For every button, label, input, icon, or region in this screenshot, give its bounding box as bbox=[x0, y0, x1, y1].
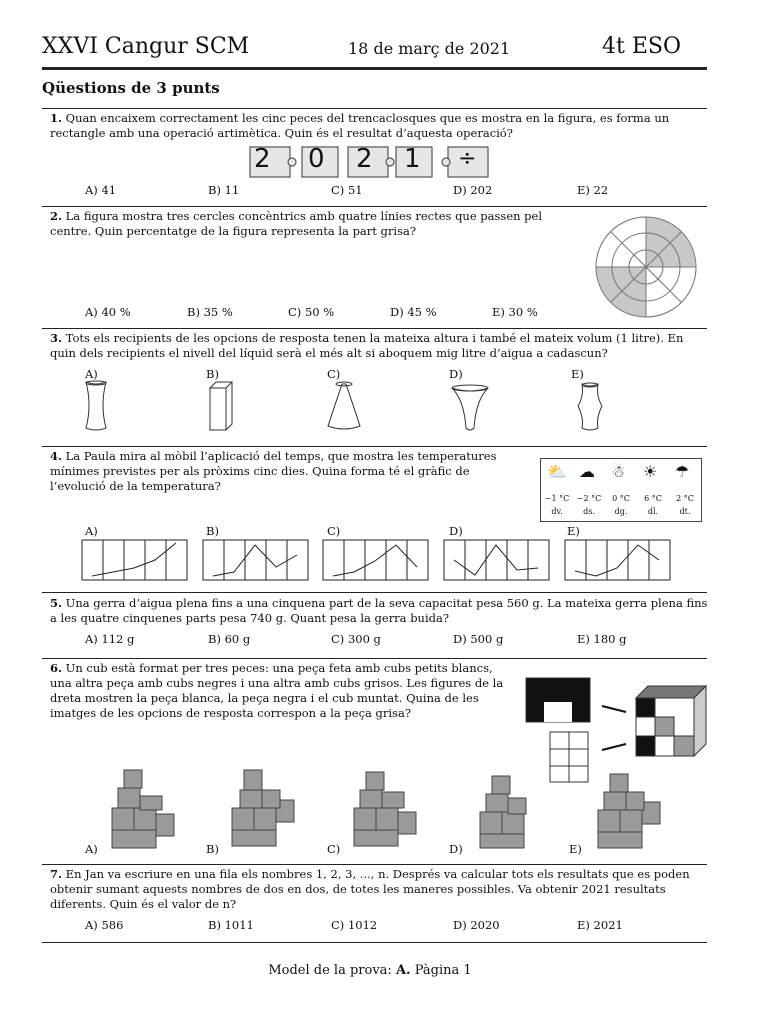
weather-daylabel: dl. bbox=[647, 507, 659, 516]
answer-option[interactable]: D) 500 g bbox=[453, 632, 504, 646]
answer-option[interactable]: B) 35 % bbox=[187, 305, 233, 319]
option-label[interactable]: B) bbox=[206, 524, 219, 538]
option-label[interactable]: C) bbox=[327, 367, 341, 381]
answer-option[interactable]: D) 2020 bbox=[453, 918, 500, 932]
weather-daylabel: dg. bbox=[614, 507, 628, 516]
question-7 bbox=[50, 867, 708, 912]
option-label[interactable]: A) bbox=[85, 842, 98, 856]
weather-temp: 2 °C bbox=[676, 494, 694, 503]
weather-temp: 0 °C bbox=[612, 494, 630, 503]
option-label[interactable]: D) bbox=[449, 524, 463, 538]
answer-option[interactable]: A) 41 bbox=[85, 183, 117, 197]
option-label[interactable]: A) bbox=[85, 524, 98, 538]
answer-option[interactable]: E) 22 bbox=[577, 183, 609, 197]
rain-cloud-icon: ☂ bbox=[675, 462, 690, 481]
puzzle-glyph: ÷ bbox=[458, 146, 477, 171]
answer-option[interactable]: B) 60 g bbox=[208, 632, 251, 646]
gray-piece-b bbox=[232, 770, 294, 846]
option-label[interactable]: D) bbox=[449, 842, 463, 856]
option-label[interactable]: E) bbox=[567, 524, 580, 538]
gray-piece-a bbox=[112, 770, 174, 848]
answer-option[interactable]: D) 45 % bbox=[390, 305, 437, 319]
puzzle-glyph: 2 bbox=[356, 144, 373, 174]
sun-icon: ☀ bbox=[643, 462, 658, 481]
exam-title: XXVI Cangur SCM bbox=[42, 34, 250, 59]
option-label[interactable]: A) bbox=[85, 367, 98, 381]
weather-daylabel: ds. bbox=[583, 507, 595, 516]
question-text: Quan encaixem correctament les cinc peces del trencaclosques que es mostra en la figura, es forma un rectangle amb una operació artimètica. Quin és el resultat d’aquesta operació? bbox=[50, 111, 670, 140]
option-label[interactable]: C) bbox=[327, 842, 341, 856]
question-number: 5. bbox=[50, 596, 63, 610]
exam-level: 4t ESO bbox=[602, 34, 681, 59]
answer-option[interactable]: E) 30 % bbox=[492, 305, 538, 319]
puzzle-glyph: 1 bbox=[404, 144, 421, 174]
question-number: 3. bbox=[50, 331, 63, 345]
footer-model: A. bbox=[395, 963, 411, 978]
divider bbox=[42, 942, 707, 943]
question-text: Un cub està format per tres peces: una peça feta amb cubs petits blancs, una altra peça amb cubs negres i una altra amb cubs grisos. Les figures de la dreta mostren la peça blanca, la peça negra i el cub muntat. Quina de les imatges de les opcions de resposta correspon a la peça grisa? bbox=[50, 661, 504, 720]
gray-piece-e bbox=[598, 774, 660, 848]
exam-date: 18 de març de 2021 bbox=[348, 39, 511, 58]
answer-option[interactable]: C) 50 % bbox=[288, 305, 335, 319]
answer-option[interactable]: A) 112 g bbox=[85, 632, 135, 646]
answer-option[interactable]: C) 1012 bbox=[331, 918, 378, 932]
cloud-icon: ☁ bbox=[579, 462, 595, 481]
answer-option[interactable]: C) 51 bbox=[331, 183, 363, 197]
divider bbox=[42, 864, 707, 865]
answer-option[interactable]: D) 202 bbox=[453, 183, 493, 197]
weather-temp: −2 °C bbox=[576, 494, 602, 503]
answer-option[interactable]: C) 300 g bbox=[331, 632, 381, 646]
option-label[interactable]: D) bbox=[449, 367, 463, 381]
footer-page: Pàgina 1 bbox=[414, 963, 472, 978]
question-number: 4. bbox=[50, 449, 63, 463]
option-label[interactable]: C) bbox=[327, 524, 341, 538]
weather-daylabel: dt. bbox=[679, 507, 691, 516]
page-footer bbox=[0, 963, 740, 978]
answer-option[interactable]: A) 40 % bbox=[85, 305, 131, 319]
answer-option[interactable]: E) 2021 bbox=[577, 918, 623, 932]
sun-cloud-icon: ⛅ bbox=[547, 462, 567, 481]
question-text: La figura mostra tres cercles concèntrics amb quatre línies rectes que passen pel centre. Quin percentatge de la figura representa la part grisa? bbox=[50, 209, 543, 238]
question-text: La Paula mira al mòbil l’aplicació del temps, que mostra les temperatures mínimes previstes per als pròxims cinc dies. Quina forma té el gràfic de l’evolució de la temperatura? bbox=[50, 449, 497, 493]
option-label[interactable]: B) bbox=[206, 367, 219, 381]
footer-prefix: Model de la prova: bbox=[268, 963, 392, 978]
question-text: Tots els recipients de les opcions de resposta tenen la mateixa altura i també el mateix volum (1 litre). En quin dels recipients el nivell del líquid serà el més alt si aboquem mig litre d’aigua a cadascun? bbox=[50, 331, 684, 360]
question-number: 2. bbox=[50, 209, 63, 223]
question-number: 6. bbox=[50, 661, 63, 675]
answer-option[interactable]: B) 11 bbox=[208, 183, 240, 197]
question-text: En Jan va escriure en una fila els nombres 1, 2, 3, ..., n. Després va calcular tots els resultats que es poden obtenir sumant aquests nombres de dos en dos, de totes les maneres possibles. Va obtenir 2021 resultats diferents. Quin és el valor de n? bbox=[50, 867, 690, 911]
gray-piece-d bbox=[480, 776, 526, 848]
option-label[interactable]: B) bbox=[206, 842, 219, 856]
snow-cloud-icon: ☃ bbox=[611, 462, 626, 481]
puzzle-glyph: 0 bbox=[308, 144, 325, 174]
weather-temp: 6 °C bbox=[644, 494, 662, 503]
weather-temp: −1 °C bbox=[544, 494, 570, 503]
question-number: 7. bbox=[50, 867, 63, 881]
option-label[interactable]: E) bbox=[569, 842, 582, 856]
weather-daylabel: dv. bbox=[551, 507, 563, 516]
question-number: 1. bbox=[50, 111, 63, 125]
answer-option[interactable]: B) 1011 bbox=[208, 918, 254, 932]
section-title: Qüestions de 3 punts bbox=[42, 79, 220, 97]
answer-option[interactable]: E) 180 g bbox=[577, 632, 627, 646]
option-label[interactable]: E) bbox=[571, 367, 584, 381]
gray-piece-c bbox=[354, 772, 416, 846]
question-text: Una gerra d’aigua plena fins a una cinquena part de la seva capacitat pesa 560 g. La mateixa gerra plena fins a les quatre cinquenes parts pesa 740 g. Quant pesa la gerra buida? bbox=[50, 596, 708, 625]
puzzle-glyph: 2 bbox=[254, 144, 271, 174]
answer-option[interactable]: A) 586 bbox=[85, 918, 124, 932]
